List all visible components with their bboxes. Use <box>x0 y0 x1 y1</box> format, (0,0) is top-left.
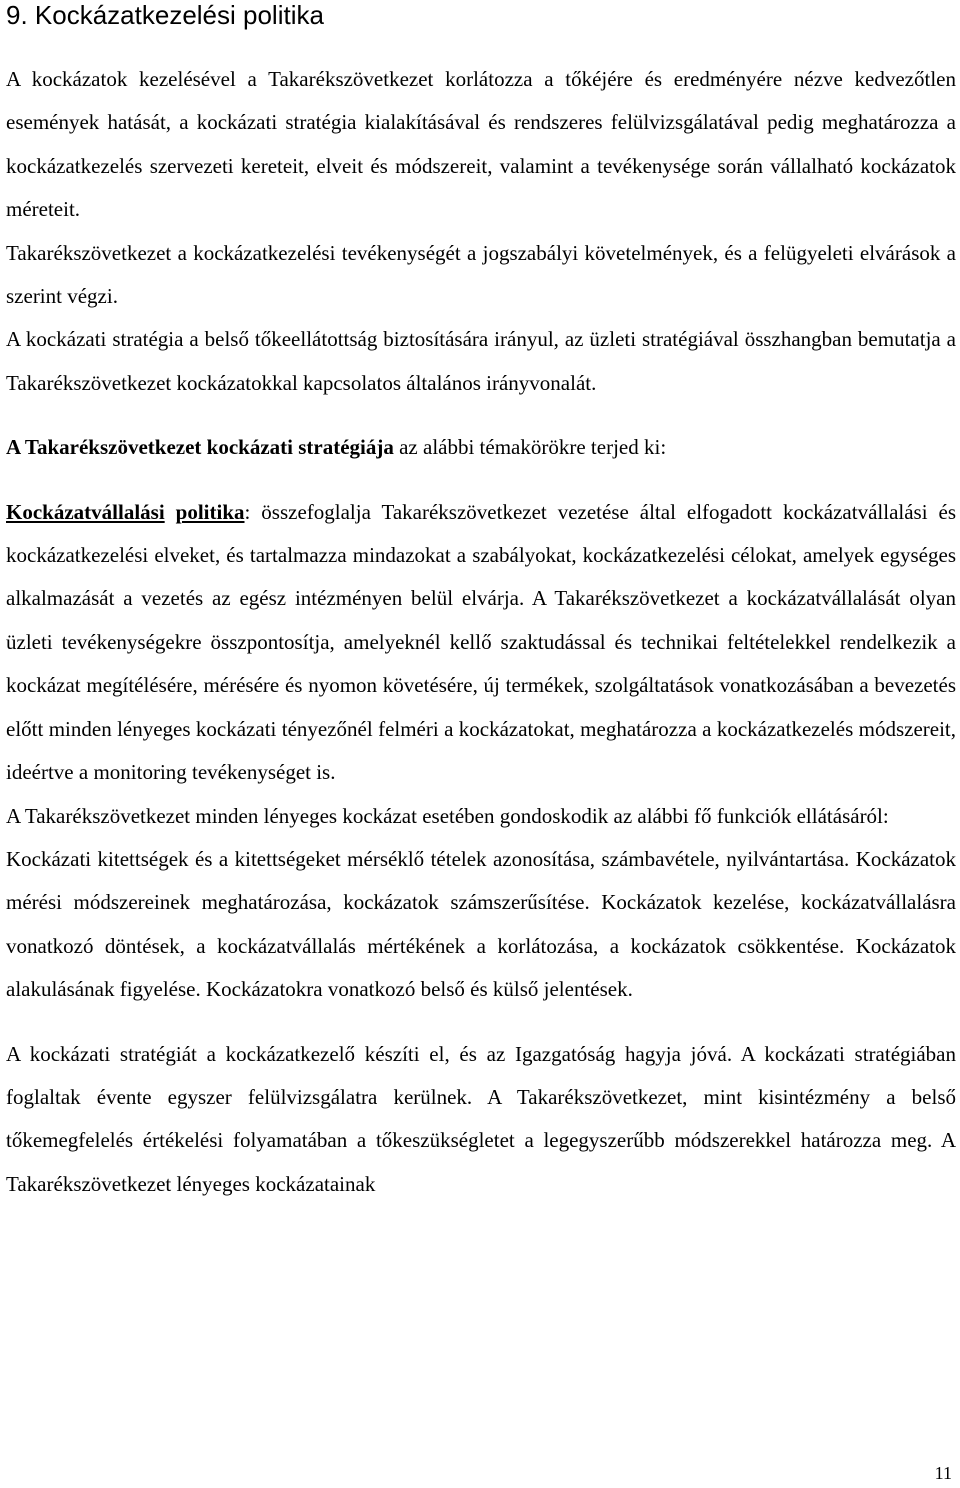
paragraph-strategy-scope <box>6 426 956 469</box>
risk-appetite-term-space <box>165 500 176 524</box>
risk-appetite-term-1: Kockázatvállalási <box>6 499 165 524</box>
risk-appetite-term-2: politika <box>175 499 245 524</box>
paragraph-risk-appetite-policy <box>6 491 956 795</box>
risk-appetite-policy-text: : összefoglalja Takarékszövetkezet vezetése által elfogadott kockázatvállalási és kockázatkezelési elveket, és tartalmazza mindazokat a szabályokat, kockázatkezelési célokat, amelyek egységes alkalmazását a vezetés az egész intézményen belül elvárja. A Takarékszövetkezet a kockázatvállalását olyan üzleti tevékenységekre összpontosítja, amelyeknél kellő szaktudással és technikai feltételekkel rendelkezik a kockázat megítélésére, mérésére és nyomon követésére, új termékek, szolgáltatások vonatkozásában a bevezetés előtt minden lényeges kockázati tényezőnél felméri a kockázatokat, meghatározza a kockázatkezelés módszereit, ideértve a monitoring tevékenységet is. <box>6 499 957 785</box>
strategy-scope-bold-lead: A Takarékszövetkezet kockázati stratégiája <box>6 435 394 460</box>
paragraph-strategy-approval: A kockázati stratégiát a kockázatkezelő készíti el, és az Igazgatóság hagyja jóvá. A kockázati stratégiában foglaltak évente egyszer felülvizsgálatra kerülnek. A Takarékszövetkezet, mint kisintézmény a belső tőkemegfelelés értékelési folyamatában a tőkeszükségletet a legegyszerűbb módszerekkel határozza meg. A Takarékszövetkezet lényeges kockázatainak <box>6 1041 956 1196</box>
page-number: 11 <box>934 1463 952 1483</box>
paragraph-function-list: Kockázati kitettségek és a kitettségeket mérséklő tételek azonosítása, számbavétele, nyilvántartása. Kockázatok mérési módszereinek meghatározása, kockázatok számszerűsítése. Kockázatok kezelése, kockázatvállalásra vonatkozó döntések, a kockázatvállalás mértékének a korlátozása, a kockázatok csökkentése. Kockázatok alakulásának figyelése. Kockázatokra vonatkozó belső és külső jelentések. <box>6 846 956 1002</box>
strategy-scope-text: az alábbi témakörökre terjed ki: <box>393 435 667 460</box>
paragraph-risk-strategy-purpose: A kockázati stratégia a belső tőkeellátottság biztosítására irányul, az üzleti stratégiával összhangban bemutatja a Takarékszövetkezet kockázatokkal kapcsolatos általános irányvonalát. <box>6 327 956 395</box>
paragraph-regulatory-compliance: Takarékszövetkezet a kockázatkezelési tevékenységét a jogszabályi követelmények, és a felügyeleti elvárások a szerint végzi. <box>6 240 956 309</box>
section-heading: 9. Kockázatkezelési politika <box>6 0 324 30</box>
paragraph-risk-management-intro: A kockázatok kezelésével a Takarékszövetkezet korlátozza a tőkéjére és eredményére nézve kedvezőtlen események hatását, a kockázati stratégia kialakításával és rendszeres felülvizsgálatával pedig meghatározza a kockázatkezelés szervezeti kereteit, elveit és módszereit, valamint a tevékenysége során vállalható kockázatok méreteit. <box>6 67 956 222</box>
paragraph-main-functions: A Takarékszövetkezet minden lényeges kockázat esetében gondoskodik az alábbi fő funkciók ellátásáról: <box>6 803 889 828</box>
document-page <box>6 0 956 1206</box>
